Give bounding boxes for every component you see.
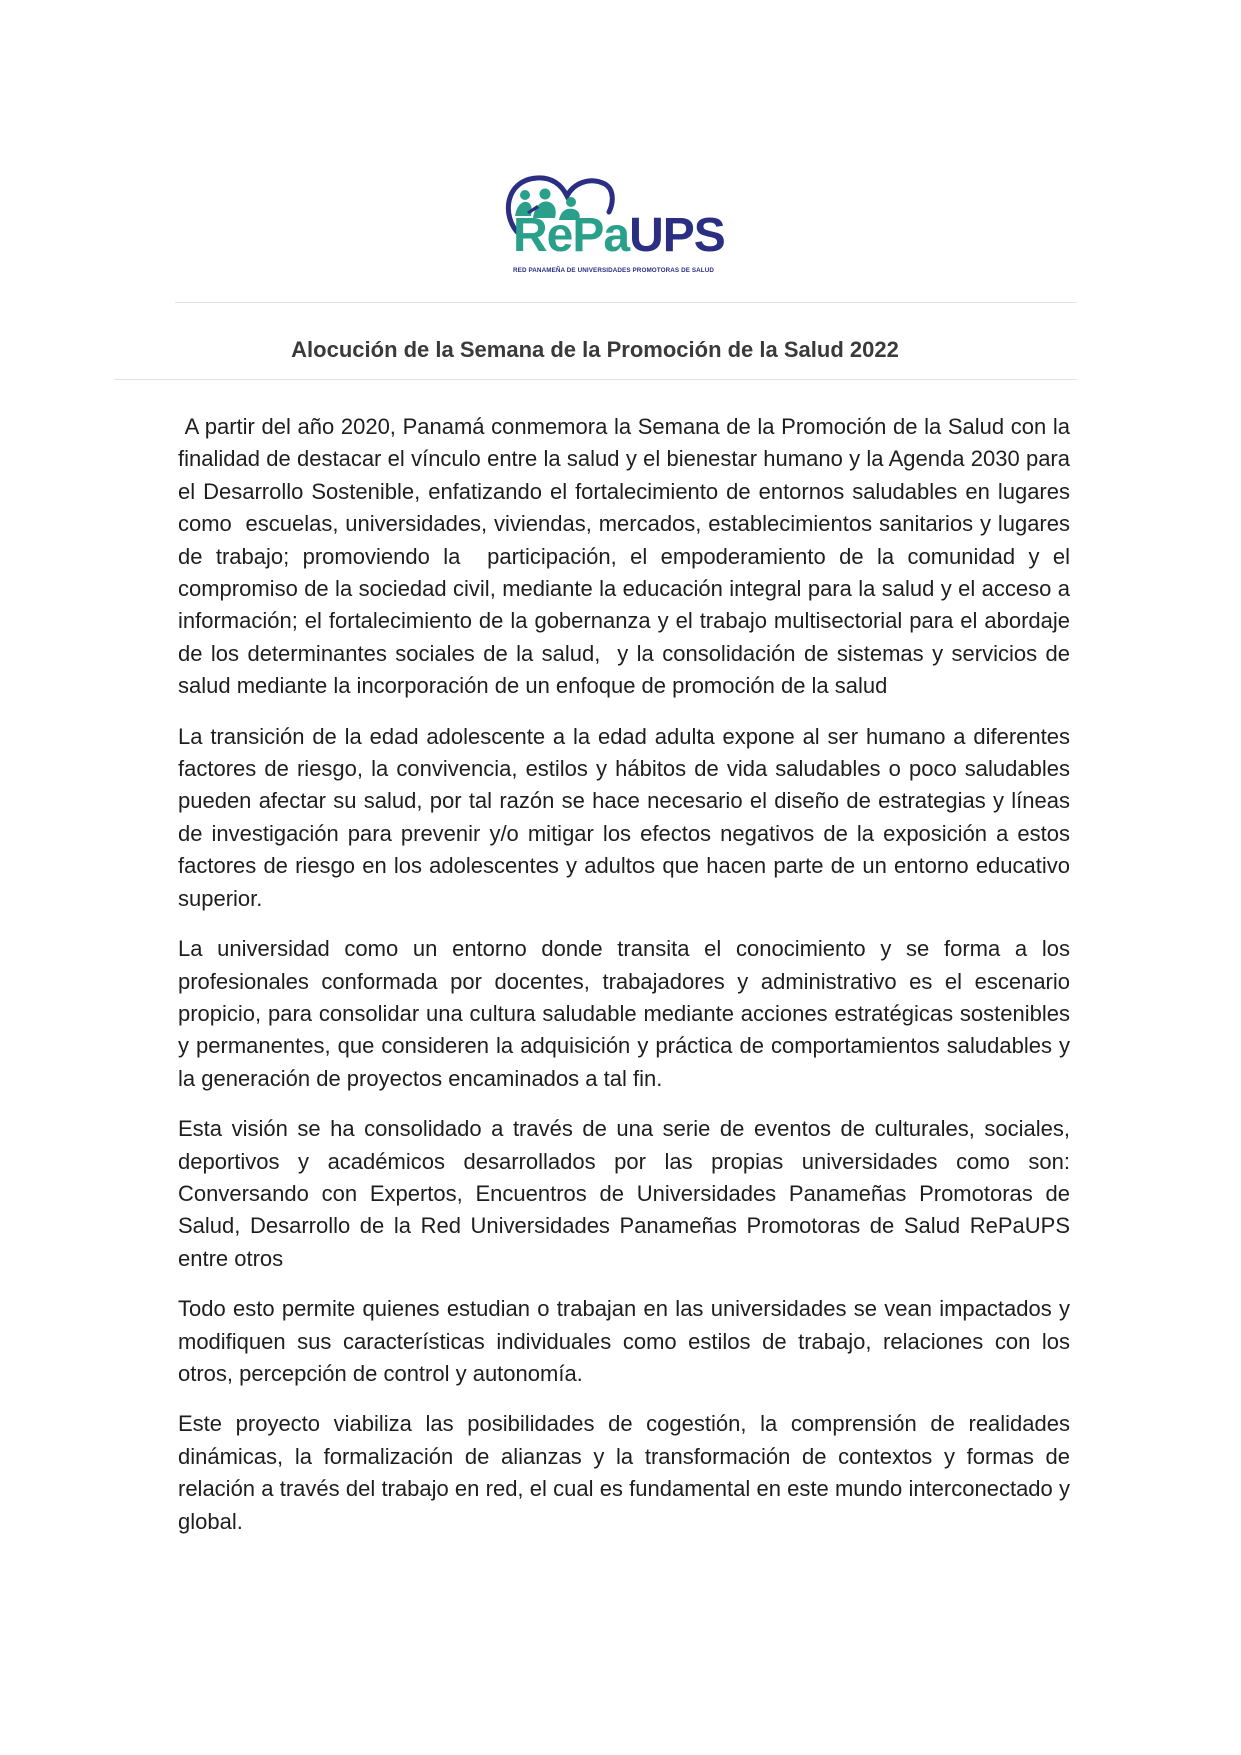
- document-title: Alocución de la Semana de la Promoción de la Salud 2022: [291, 337, 899, 362]
- paragraph: A partir del año 2020, Panamá conmemora la Semana de la Promoción de la Salud con la finalidad de destacar el vínculo entre la salud y el bienestar humano y la Agenda 2030 para el Desarrollo Sostenible, enfatizando el fortalecimiento de entornos saludables en lugares como escuelas, universidades, viviendas, mercados, establecimientos sanitarios y lugares de trabajo; promoviendo la participación, el empoderamiento de la comunidad y el compromiso de la sociedad civil, mediante la educación integral para la salud y el acceso a información; el fortalecimiento de la gobernanza y el trabajo multisectorial para el abordaje de los determinantes sociales de la salud, y la consolidación de sistemas y servicios de salud mediante la incorporación de un enfoque de promoción de la salud: [178, 414, 1083, 699]
- logo-word-ups: UPS: [629, 209, 725, 262]
- paragraph: Este proyecto viabiliza las posibilidades de cogestión, la comprensión de realidades dinámicas, la formalización de alianzas y la transformación de contextos y formas de relación a través del trabajo en red, el cual es fundamental en este mundo interconectado y global.: [178, 1411, 1070, 1534]
- title-divider: [114, 379, 1077, 380]
- document-body: [178, 411, 1083, 1556]
- paragraph: La universidad como un entorno donde transita el conocimiento y se forma a los profesionales conformada por docentes, trabajadores y administrativo es el escenario propicio, para consolidar una cultura saludable mediante acciones estratégicas sostenibles y permanentes, que consideren la adquisición y práctica de comportamientos saludables y la generación de proyectos encaminados a tal fin.: [178, 936, 1070, 1091]
- repaups-logo: [497, 172, 747, 280]
- logo-word-re: Re: [513, 209, 573, 262]
- logo-word-pa: Pa: [572, 209, 630, 262]
- paragraph: Esta visión se ha consolidado a través de una serie de eventos de culturales, sociales, deportivos y académicos desarrollados por las propias universidades como son: Conversando con Expertos, Encuentros de Universidades Panameñas Promotoras de Salud, Desarrollo de la Red Universidades Panameñas Promotoras de Salud RePaUPS entre otros: [178, 1116, 1070, 1271]
- logo-subtitle: RED PANAMEÑA DE UNIVERSIDADES PROMOTORAS DE SALUD: [513, 267, 715, 274]
- paragraph: Todo esto permite quienes estudian o trabajan en las universidades se vean impactados y modifiquen sus características individuales como estilos de trabajo, relaciones con los otros, percepción de control y autonomía.: [178, 1296, 1070, 1386]
- header-divider: [175, 302, 1077, 303]
- logo-wordmark: [513, 209, 725, 262]
- paragraph: La transición de la edad adolescente a la edad adulta expone al ser humano a diferentes factores de riesgo, la convivencia, estilos y hábitos de vida saludables o poco saludables pueden afectar su salud, por tal razón se hace necesario el diseño de estrategias y líneas de investigación para prevenir y/o mitigar los efectos negativos de la exposición a estos factores de riesgo en los adolescentes y adultos que hacen parte de un entorno educativo superior.: [178, 723, 1070, 911]
